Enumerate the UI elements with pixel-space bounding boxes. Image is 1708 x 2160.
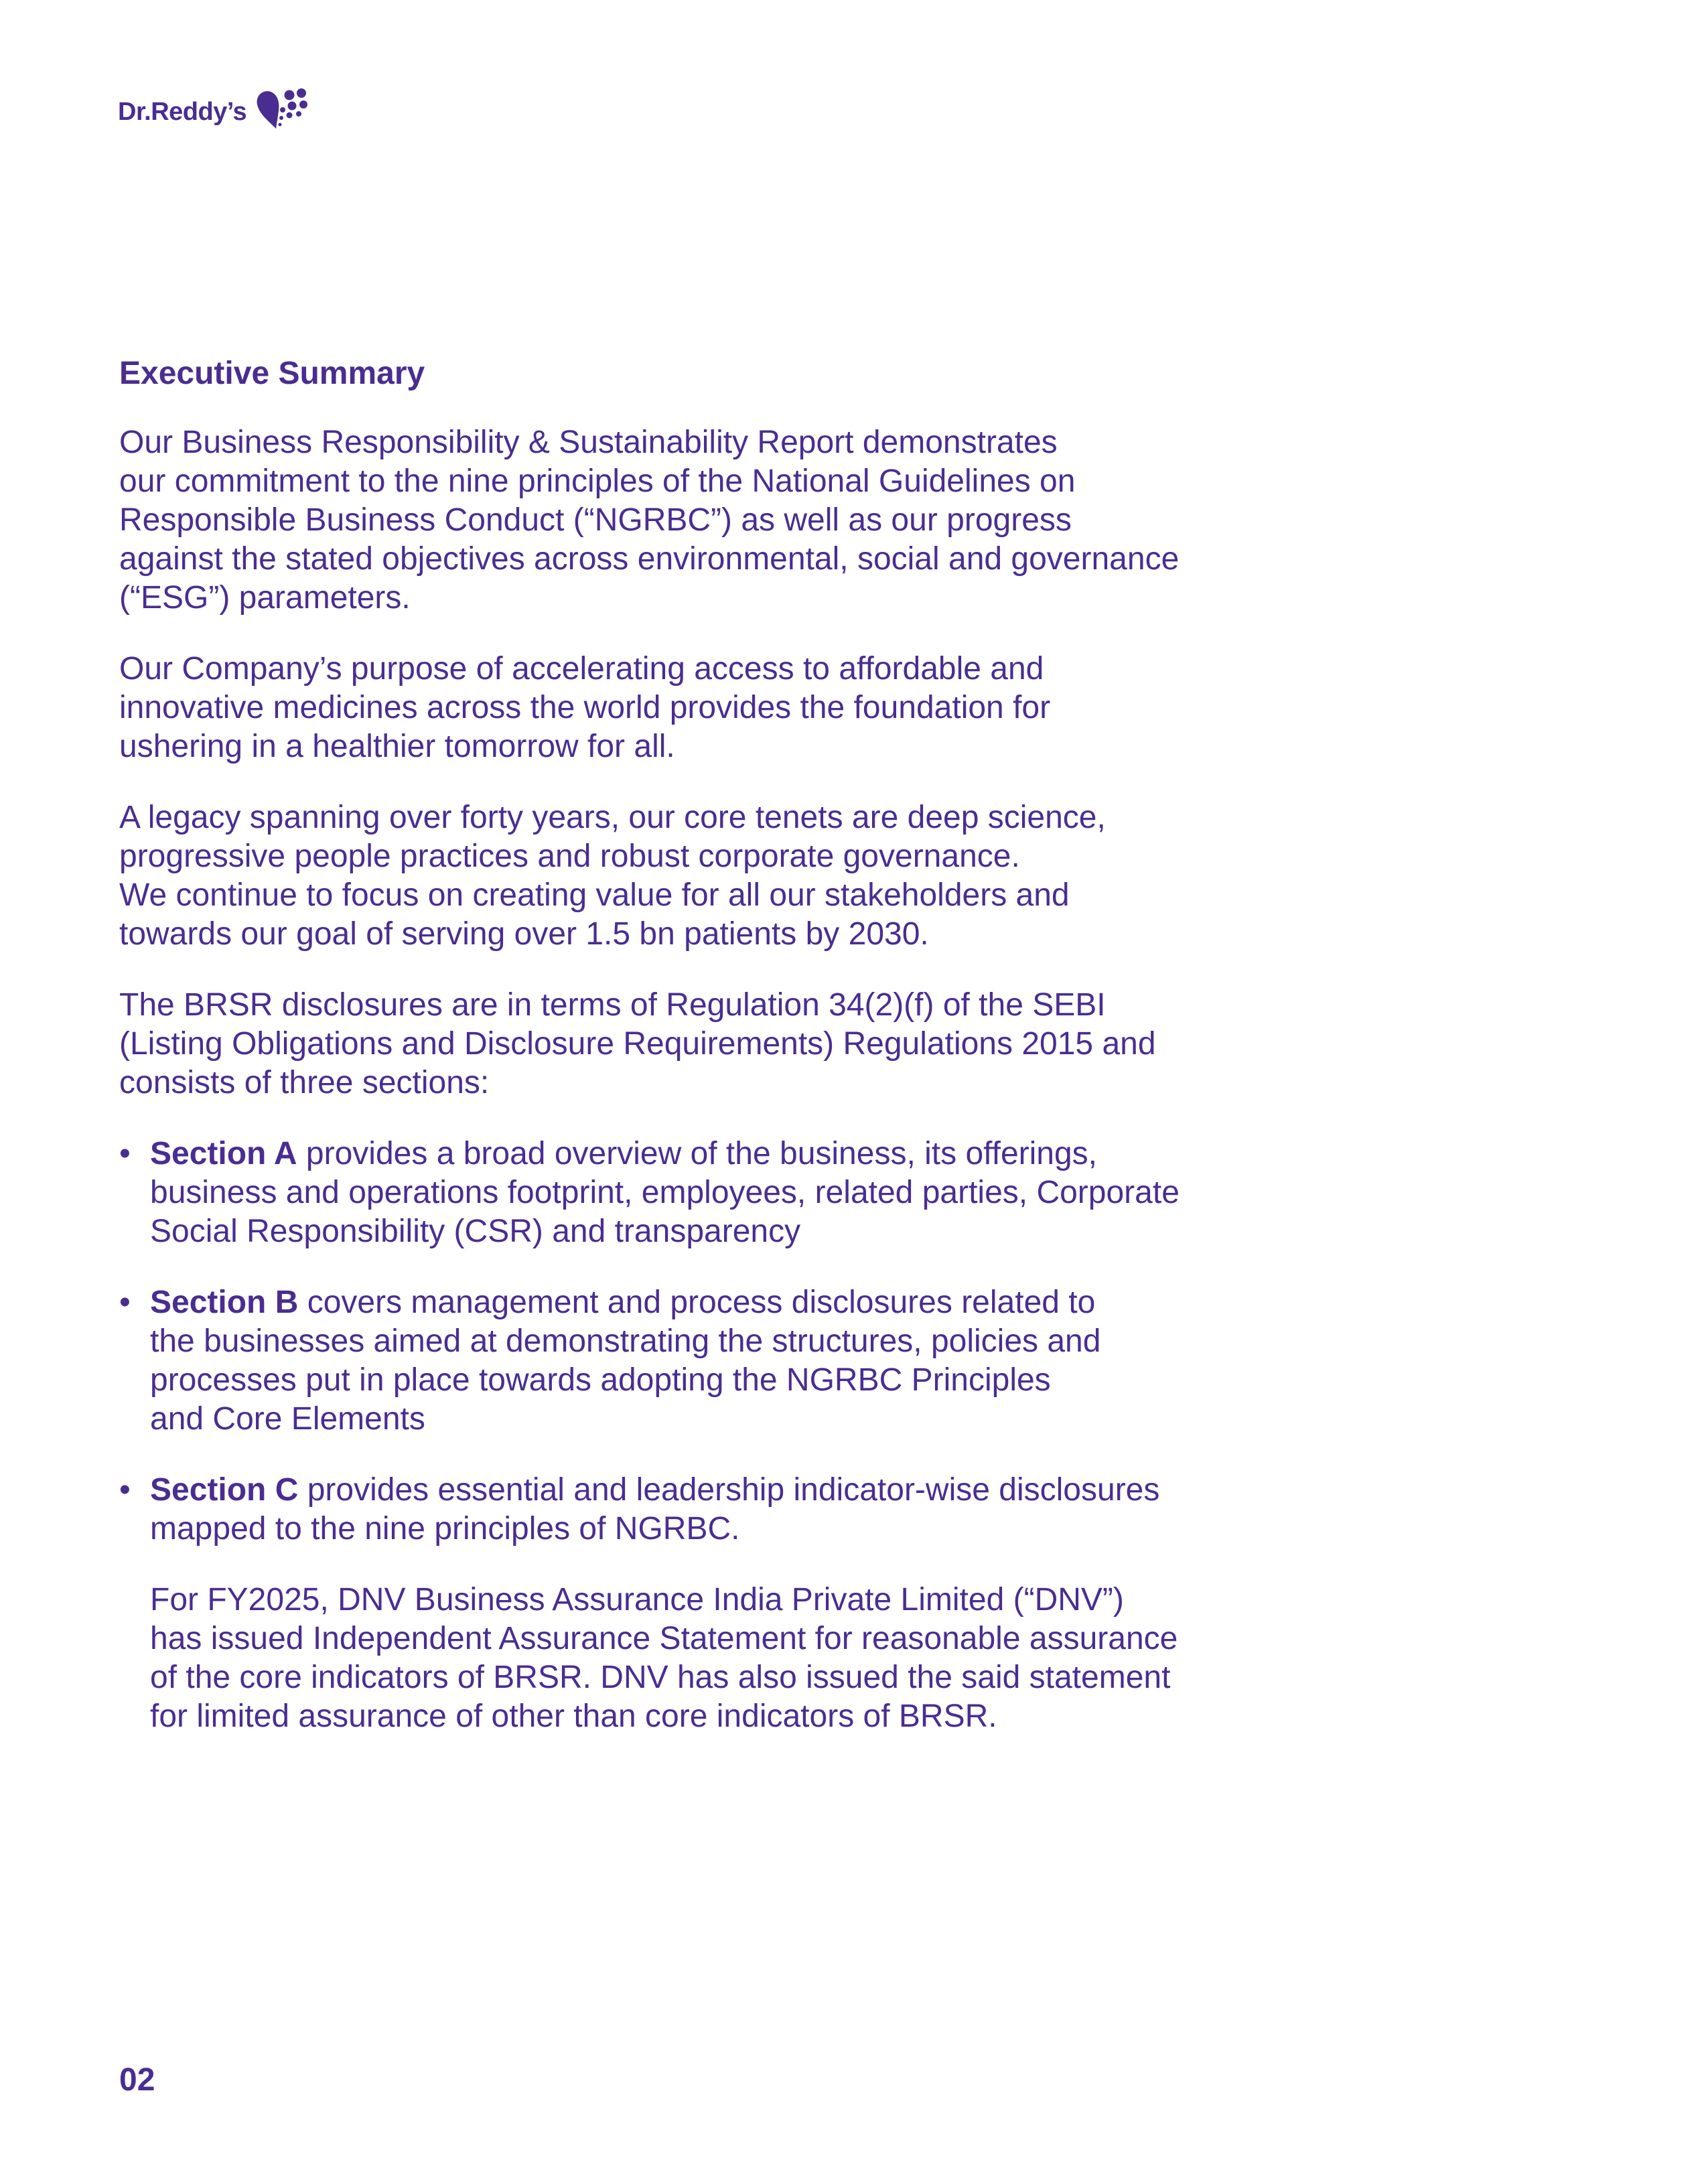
paragraph-regulation: The BRSR disclosures are in terms of Regulation 34(2)(f) of the SEBI (Listing Obligations and Disclosure Requirements) Regulations 2015 and consists of three sections: [119,987,1156,1100]
executive-summary [119,354,1258,1768]
bullet-icon: • [119,1472,131,1508]
paragraph-assurance: For FY2025, DNV Business Assurance India Private Limited (“DNV”) has issued Independent Assurance Statement for reasonable assurance of the core indicators of BRSR. DNV has also issued the said statement for limited assurance of other than core indicators of BRSR. [150,1582,1178,1734]
list-item-section-a [119,1135,1258,1251]
company-logo [118,84,313,131]
section-heading: Executive Summary [119,356,425,391]
paragraph-legacy: A legacy spanning over forty years, our core tenets are deep science, progressive people practices and robust corporate governance. We continue to focus on creating value for all our stakeholders and towards our goal of serving over 1.5 bn patients by 2030. [119,800,1106,952]
section-c-title: Section C [150,1472,299,1508]
logo-text: Dr.Reddy’s [118,98,247,126]
sections-list [119,1135,1258,1549]
paragraph-company-purpose: Our Company’s purpose of accelerating access to affordable and innovative medicines across the world provides the foundation for ushering in a healthier tomorrow for all. [119,651,1051,764]
section-b-text: covers management and process disclosures related to the businesses aimed at demonstrating the structures, policies and processes put in place towards adopting the NGRBC Principles and Core Elements [150,1285,1101,1437]
page-number: 02 [119,2062,155,2098]
bullet-icon: • [119,1285,131,1320]
dr-reddys-heart-dots-icon [253,84,313,131]
section-c-text: provides essential and leadership indicator-wise disclosures mapped to the nine principles of NGRBC. [150,1472,1160,1546]
list-item-section-c [119,1471,1258,1549]
section-b-title: Section B [150,1285,299,1320]
paragraph-brsr-intro: Our Business Responsibility & Sustainability Report demonstrates our commitment to the nine principles of the National Guidelines on Responsible Business Conduct (“NGRBC”) as well as our progress against the stated objectives across environmental, social and governance (“ESG”) parameters. [119,425,1180,616]
section-a-text: provides a broad overview of the business, its offerings, business and operations footprint, employees, related parties, Corporate Social Responsibility (CSR) and transparency [150,1136,1180,1249]
bullet-icon: • [119,1136,131,1171]
list-item-section-b [119,1283,1258,1439]
section-a-title: Section A [150,1136,297,1171]
